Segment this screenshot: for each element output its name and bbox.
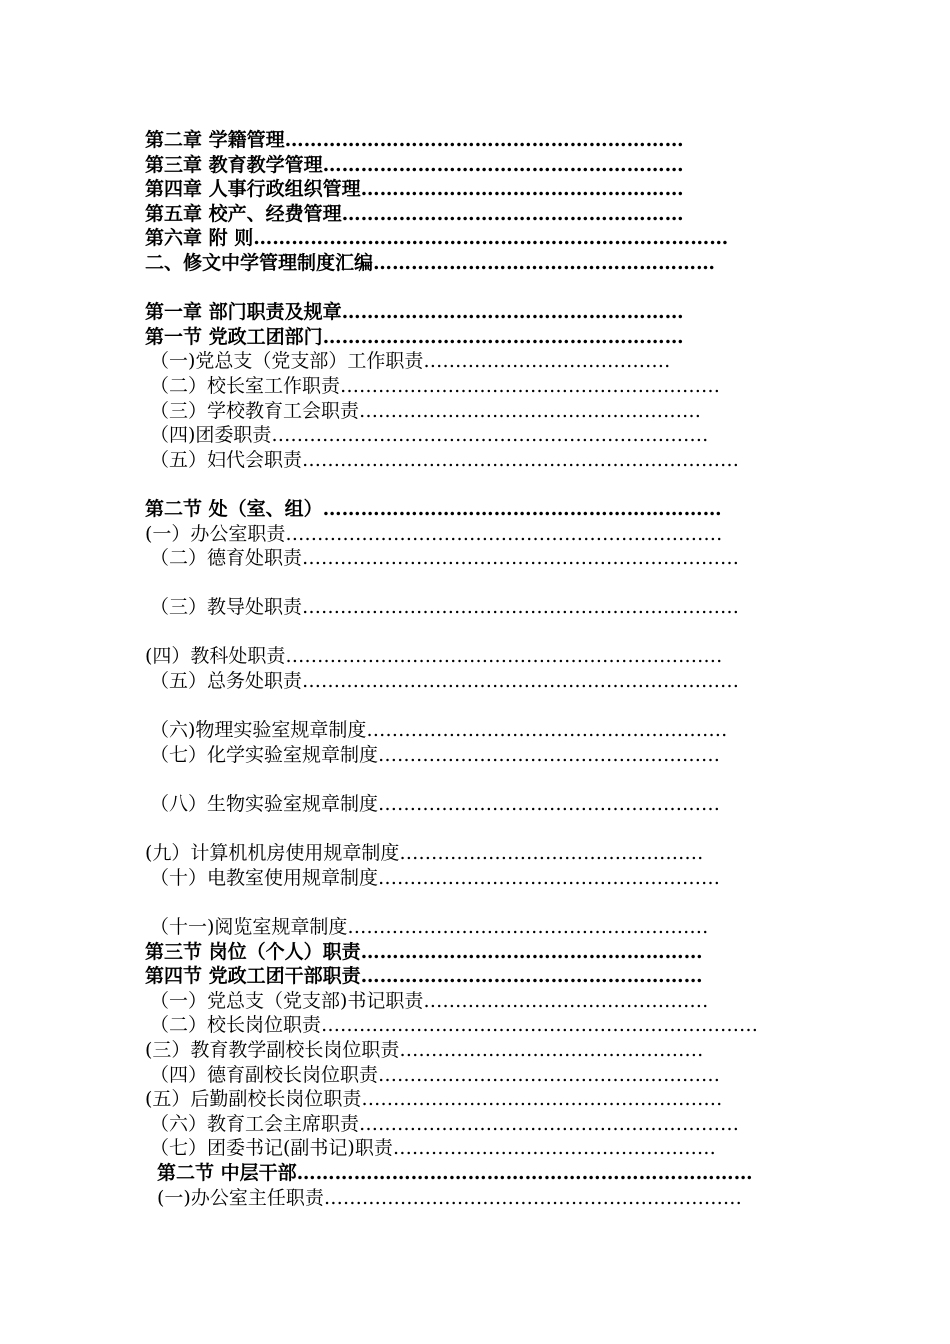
toc-entry: （六)物理实验室规章制度………………………………………………… <box>150 719 728 742</box>
toc-entry: 第一节 党政工团部门………………………………………………… <box>145 325 684 348</box>
toc-entry: （五）妇代会职责…………………………………………………………… <box>150 448 740 471</box>
toc-entry: （五）总务处职责…………………………………………………………… <box>150 670 740 693</box>
toc-entry: 第三节 岗位（个人）职责……………………………………………… <box>145 940 703 963</box>
toc-entry: （二）校长岗位职责…………………………………………………………… <box>150 1014 759 1037</box>
toc-entry: 第一章 部门职责及规章……………………………………………… <box>145 301 684 324</box>
toc-entry: 第二节 处（室、组）……………………………………………………… <box>145 497 722 520</box>
toc-entry: (一）办公室职责…………………………………………………………… <box>145 522 723 545</box>
toc-entry: （八）生物实验室规章制度……………………………………………… <box>150 793 721 816</box>
toc-entry: （十一)阅览室规章制度………………………………………………… <box>150 916 709 938</box>
toc-entry: （三）学校教育工会职责……………………………………………… <box>150 399 702 422</box>
toc-entry: (五）后勤副校长岗位职责………………………………………………… <box>145 1088 723 1111</box>
toc-entry: 第二节 中层干部……………………………………………………………… <box>157 1161 753 1184</box>
toc-entry: （二）校长室工作职责…………………………………………………… <box>150 374 721 397</box>
toc-entry: 第三章 教育教学管理………………………………………………… <box>145 153 684 176</box>
table-of-contents <box>145 128 810 1210</box>
toc-entry: (四）教科处职责…………………………………………………………… <box>145 645 723 668</box>
toc-entry: (三）教育教学副校长岗位职责………………………………………… <box>145 1038 704 1061</box>
toc-entry: （一）党总支（党支部)书记职责……………………………………… <box>150 989 709 1012</box>
toc-entry: 第六章 附 则………………………………………………………………… <box>145 227 729 250</box>
toc-entry: （四)团委职责…………………………………………………………… <box>150 424 709 447</box>
toc-entry: 第四章 人事行政组织管理…………………………………………… <box>145 178 684 201</box>
toc-entry: （十）电教室使用规章制度……………………………………………… <box>150 866 721 889</box>
toc-entry: （六）教育工会主席职责…………………………………………………… <box>150 1112 740 1135</box>
toc-entry: (九）计算机机房使用规章制度………………………………………… <box>145 842 704 865</box>
toc-entry: （四）德育副校长岗位职责……………………………………………… <box>150 1063 721 1086</box>
toc-entry: (一)办公室主任职责………………………………………………………… <box>157 1186 742 1209</box>
toc-entry: 二、修文中学管理制度汇编……………………………………………… <box>145 251 716 274</box>
toc-entry: 第五章 校产、经费管理……………………………………………… <box>145 202 684 225</box>
toc-entry: （一)党总支（党支部）工作职责………………………………… <box>150 350 671 373</box>
toc-entry: （二）德育处职责…………………………………………………………… <box>150 547 740 570</box>
toc-entry: （七）化学实验室规章制度……………………………………………… <box>150 743 721 766</box>
toc-entry: 第四节 党政工团干部职责……………………………………………… <box>145 965 703 988</box>
toc-entry: （七）团委书记(副书记)职责…………………………………………… <box>150 1137 716 1160</box>
toc-entry: （三）教导处职责…………………………………………………………… <box>150 596 740 619</box>
toc-entry: 第二章 学籍管理……………………………………………………… <box>145 129 684 151</box>
